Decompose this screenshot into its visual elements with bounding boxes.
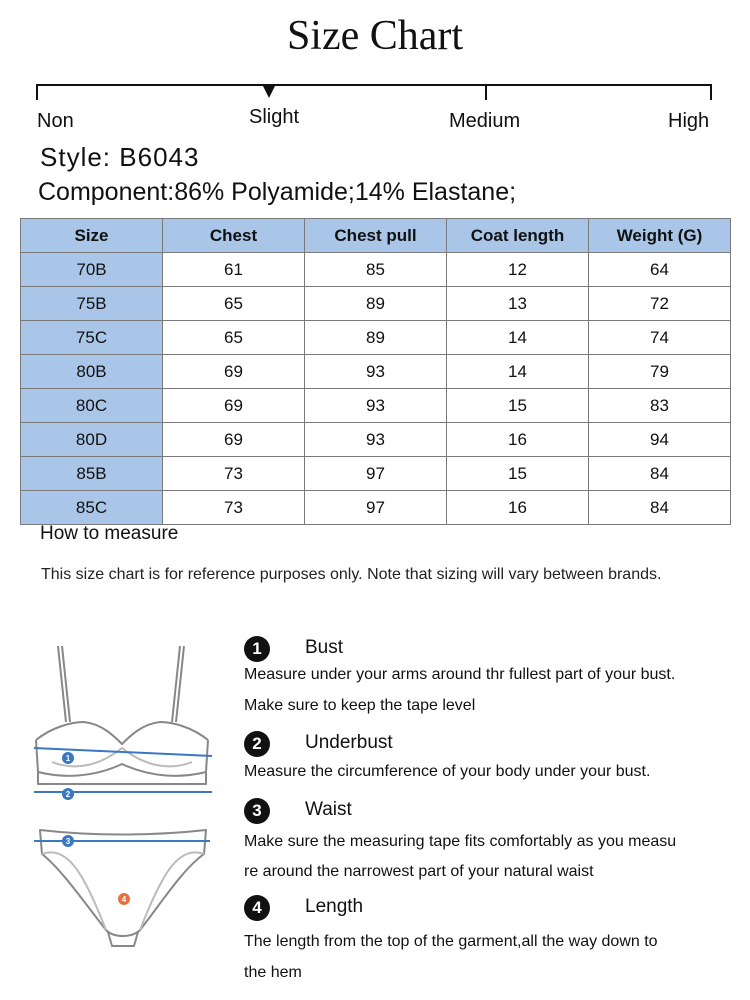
marker-1-label: 1: [65, 754, 71, 763]
number-2-icon: 2: [244, 731, 270, 757]
number-3-icon: 3: [244, 798, 270, 824]
chest-cell: 69: [163, 389, 305, 423]
chest-pull-cell: 85: [305, 253, 447, 287]
weight-cell: 84: [589, 491, 731, 525]
disclaimer-text: This size chart is for reference purposes only. Note that sizing will vary between brands.: [41, 566, 662, 583]
coat-length-cell: 14: [447, 355, 589, 389]
coat-length-cell: 13: [447, 287, 589, 321]
table-row: [21, 491, 731, 525]
weight-cell: 74: [589, 321, 731, 355]
chest-cell: 65: [163, 321, 305, 355]
chest-cell: 61: [163, 253, 305, 287]
column-header: Chest: [163, 219, 305, 253]
chest-pull-cell: 89: [305, 287, 447, 321]
size-cell: 80D: [21, 423, 163, 457]
table-row: [21, 355, 731, 389]
size-table: [20, 218, 731, 525]
stretch-marker-icon: [262, 84, 276, 98]
chest-pull-cell: 93: [305, 423, 447, 457]
size-cell: 85B: [21, 457, 163, 491]
measure-title: Waist: [305, 799, 352, 820]
table-row: [21, 321, 731, 355]
coat-length-cell: 16: [447, 423, 589, 457]
column-header: Size: [21, 219, 163, 253]
marker-2-label: 2: [65, 790, 71, 799]
chest-cell: 65: [163, 287, 305, 321]
lingerie-illustration: [22, 632, 222, 962]
coat-length-cell: 14: [447, 321, 589, 355]
style-line: [40, 142, 199, 173]
measure-desc-line: Make sure the measuring tape fits comfortably as you measu: [244, 833, 677, 850]
size-cell: 80B: [21, 355, 163, 389]
measure-desc-line: the hem: [244, 964, 302, 981]
weight-cell: 94: [589, 423, 731, 457]
stretch-tick: [710, 84, 712, 100]
size-cell: 75C: [21, 321, 163, 355]
component-line: Component:86% Polyamide;14% Elastane;: [38, 178, 517, 206]
measure-title: Length: [305, 896, 364, 917]
weight-cell: 83: [589, 389, 731, 423]
coat-length-cell: 15: [447, 457, 589, 491]
chest-cell: 69: [163, 355, 305, 389]
size-cell: 75B: [21, 287, 163, 321]
measure-title: Underbust: [305, 732, 393, 753]
stretch-axis: [36, 84, 712, 86]
weight-cell: 79: [589, 355, 731, 389]
chest-pull-cell: 97: [305, 491, 447, 525]
measure-desc-line: The length from the top of the garment,all the way down to: [244, 933, 658, 950]
stretch-label-medium: Medium: [449, 110, 521, 132]
column-header: Coat length: [447, 219, 589, 253]
measure-title: Bust: [305, 637, 344, 658]
marker-3-label: 3: [65, 837, 71, 846]
chest-pull-cell: 93: [305, 389, 447, 423]
table-row: [21, 253, 731, 287]
size-cell: 85C: [21, 491, 163, 525]
page-title: Size Chart: [286, 13, 464, 59]
how-to-measure-heading: How to measure: [40, 523, 179, 544]
measure-desc-line: Measure under your arms around thr fullest part of your bust.: [244, 666, 676, 683]
weight-cell: 84: [589, 457, 731, 491]
column-header: Chest pull: [305, 219, 447, 253]
stretch-tick: [36, 84, 38, 100]
chest-pull-cell: 93: [305, 355, 447, 389]
table-row: [21, 457, 731, 491]
stretch-tick: [485, 84, 487, 100]
measure-desc-line: Measure the circumference of your body under your bust.: [244, 763, 651, 780]
stretch-scale: [36, 80, 714, 140]
coat-length-cell: 16: [447, 491, 589, 525]
table-header-row: [21, 219, 731, 253]
table-row: [21, 287, 731, 321]
column-header: Weight (G): [589, 219, 731, 253]
chest-pull-cell: 97: [305, 457, 447, 491]
style-label: Style:: [40, 142, 112, 172]
size-cell: 70B: [21, 253, 163, 287]
marker-4-label: 4: [121, 895, 127, 904]
measure-desc-line: Make sure to keep the tape level: [244, 697, 476, 714]
coat-length-cell: 15: [447, 389, 589, 423]
chest-cell: 73: [163, 491, 305, 525]
number-1-icon: 1: [244, 636, 270, 662]
measure-desc-line: re around the narrowest part of your natural waist: [244, 863, 594, 880]
stretch-label-slight: Slight: [249, 106, 300, 128]
stretch-label-high: High: [668, 110, 710, 132]
weight-cell: 72: [589, 287, 731, 321]
coat-length-cell: 12: [447, 253, 589, 287]
chest-pull-cell: 89: [305, 321, 447, 355]
style-code: B6043: [119, 142, 200, 172]
number-4-icon: 4: [244, 895, 270, 921]
table-row: [21, 423, 731, 457]
size-cell: 80C: [21, 389, 163, 423]
weight-cell: 64: [589, 253, 731, 287]
chest-cell: 69: [163, 423, 305, 457]
table-row: [21, 389, 731, 423]
stretch-label-non: Non: [37, 110, 74, 132]
chest-cell: 73: [163, 457, 305, 491]
